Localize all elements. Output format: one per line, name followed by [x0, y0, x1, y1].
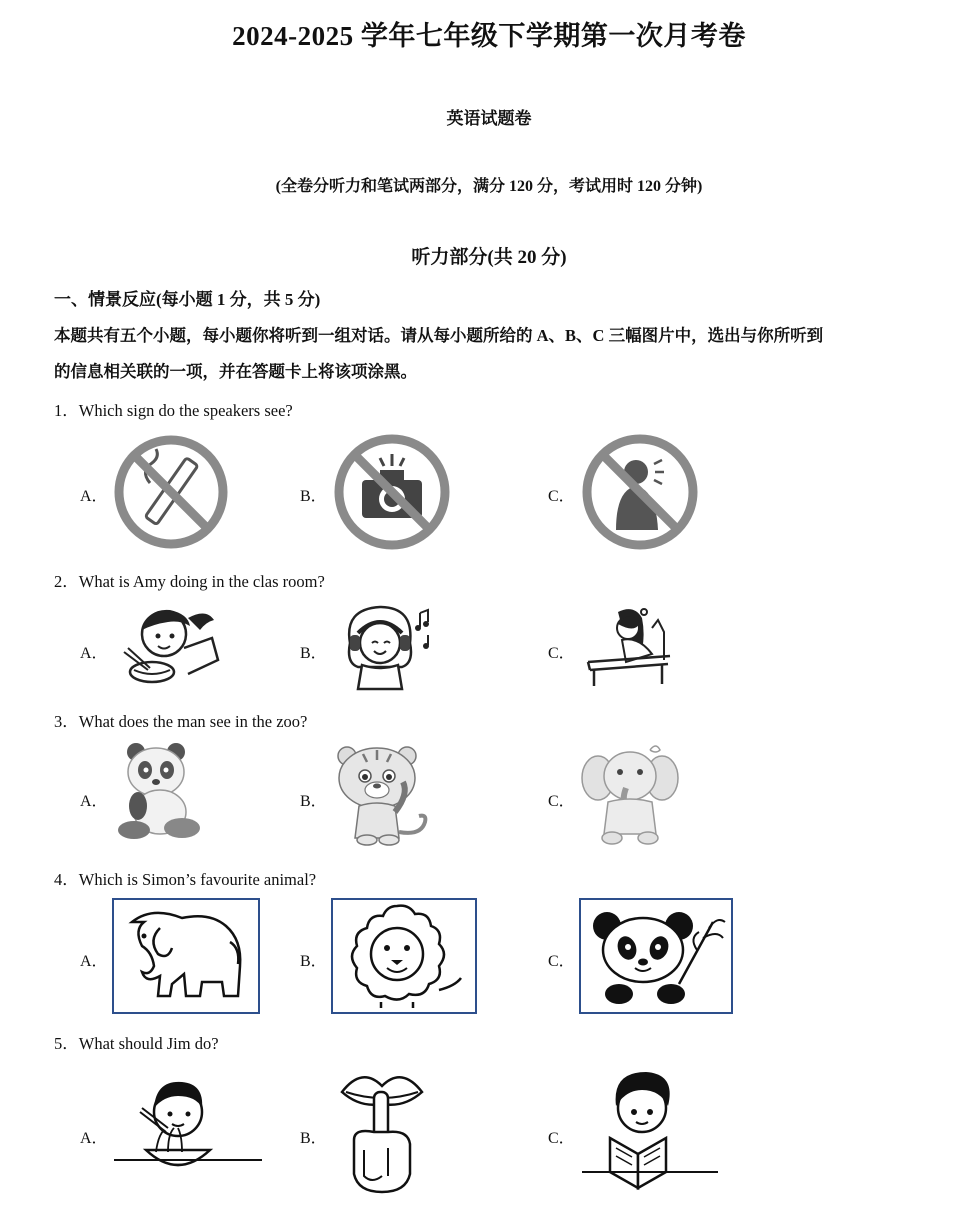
elephant-outline-icon: [112, 898, 260, 1014]
no-shouting-sign-icon: [580, 432, 700, 552]
q5-option-a-label: A．: [80, 1130, 108, 1147]
q2-option-a-label: A．: [80, 645, 108, 662]
q4-option-a-label: A．: [80, 953, 108, 970]
q3-option-b-label: B．: [300, 793, 327, 810]
panda-cartoon-icon: [110, 740, 206, 840]
q1-option-b-label: B．: [300, 488, 327, 505]
girl-listening-music-icon: [336, 603, 440, 691]
question-4-text: 4．Which is Simon’s favourite animal?: [54, 870, 317, 889]
elephant-cartoon-icon: [582, 742, 678, 846]
q2-option-c-label: C．: [548, 645, 575, 662]
boy-reading-book-icon: [580, 1068, 720, 1190]
quiet-gesture-icon: [336, 1070, 428, 1196]
no-smoking-sign-icon: [112, 433, 230, 551]
q4-option-c-label: C．: [548, 953, 575, 970]
girl-eating-noodles-icon: [118, 604, 222, 690]
exam-subtitle: 英语试题卷: [446, 109, 532, 128]
instruction-line-1: 本题共有五个小题，每小题你将听到一组对话。请从每小题所给的 A、B、C 三幅图片中，选出与你所听到: [54, 326, 824, 345]
question-3-text: 3．What does the man see in the zoo?: [54, 712, 308, 731]
exam-title: 2024-2025 学年七年级下学期第一次月考卷: [232, 21, 746, 51]
girl-writing-at-desk-icon: [582, 604, 674, 688]
panda-bamboo-icon: [579, 898, 733, 1014]
q4-option-b-label: B．: [300, 953, 327, 970]
q1-option-c-label: C．: [548, 488, 575, 505]
question-1-text: 1．Which sign do the speakers see?: [54, 401, 293, 420]
part-title: 听力部分(共 20 分): [411, 247, 567, 268]
instruction-line-2: 的信息相关联的一项，并在答题卡上将该项涂黑。: [54, 362, 417, 381]
question-5-text: 5．What should Jim do?: [54, 1034, 219, 1053]
lion-outline-icon: [331, 898, 477, 1014]
q5-option-b-label: B．: [300, 1130, 327, 1147]
q5-option-c-label: C．: [548, 1130, 575, 1147]
q3-option-c-label: C．: [548, 793, 575, 810]
boy-eating-noodles-icon: [112, 1078, 264, 1190]
q3-option-a-label: A．: [80, 793, 108, 810]
question-2-text: 2．What is Amy doing in the clas room?: [54, 572, 325, 591]
tiger-cartoon-icon: [333, 740, 433, 848]
section-title: 一、情景反应(每小题 1 分，共 5 分): [54, 290, 321, 309]
q1-option-a-label: A．: [80, 488, 108, 505]
exam-note: (全卷分听力和笔试两部分，满分 120 分，考试用时 120 分钟): [275, 178, 703, 195]
no-photography-sign-icon: [332, 432, 452, 552]
q2-option-b-label: B．: [300, 645, 327, 662]
